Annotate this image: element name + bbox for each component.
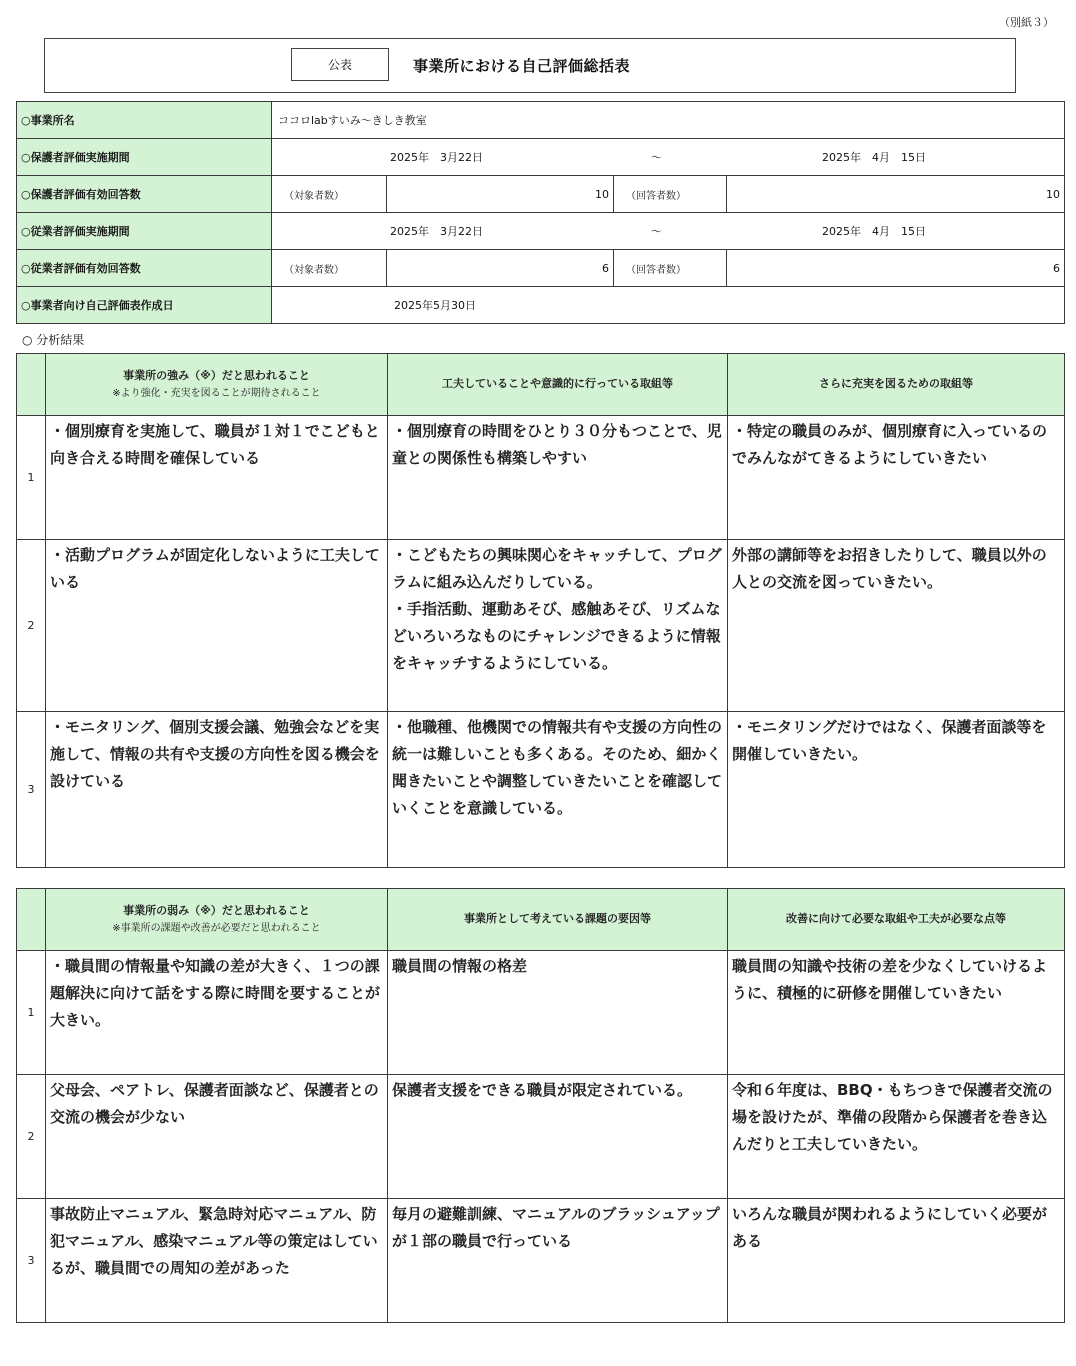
- cell-cause: 毎月の避難訓練、マニュアルのブラッシュアップが１部の職員で行っている: [388, 1199, 728, 1323]
- guardian-period-value: [272, 139, 1065, 176]
- strengths-header-col1-title: 事業所の強み（※）だと思われること: [123, 368, 310, 382]
- staff-answer-count: 6: [727, 250, 1065, 287]
- info-row-staff-responses: [17, 250, 1065, 287]
- guardian-period-end: 2025年 4月 15日: [822, 151, 926, 164]
- guardian-period-tilde: ～: [651, 151, 662, 164]
- row-number: 3: [17, 712, 46, 868]
- weaknesses-header-col2: 事業所として考えている課題の要因等: [388, 889, 728, 951]
- staff-responses-label: ○従業者評価有効回答数: [17, 250, 272, 287]
- row-number: 1: [17, 951, 46, 1075]
- guardian-period-label: ○保護者評価実施期間: [17, 139, 272, 176]
- table-row: [17, 712, 1065, 868]
- strengths-header-row: [17, 354, 1065, 416]
- guardian-answer-label: （回答者数）: [614, 176, 727, 213]
- report-date-value: 2025年5月30日: [272, 287, 1065, 324]
- weaknesses-header-col1-sub: ※事業所の課題や改善が必要だと思われること: [112, 923, 321, 935]
- table-row: [17, 1075, 1065, 1199]
- info-row-report-date: [17, 287, 1065, 324]
- annex-label: （別紙３）: [999, 16, 1054, 29]
- strengths-header-col1-sub: ※より強化・充実を図ることが期待されること: [112, 388, 321, 400]
- strengths-header-col2: 工夫していることや意識的に行っている取組等: [388, 354, 728, 416]
- header-corner: [17, 354, 46, 416]
- staff-target-count: 6: [387, 250, 614, 287]
- cell-weakness: ・職員間の情報量や知識の差が大きく、１つの課題解決に向けて話をする際に時間を要することが大きい。: [46, 951, 388, 1075]
- page-title: 事業所における自己評価総括表: [413, 57, 631, 75]
- info-row-guardian-responses: [17, 176, 1065, 213]
- staff-period-start: 2025年 3月22日: [390, 225, 483, 238]
- guardian-period-start: 2025年 3月22日: [390, 151, 483, 164]
- cell-weakness: 事故防止マニュアル、緊急時対応マニュアル、防犯マニュアル、感染マニュアル等の策定はしているが、職員間での周知の差があった: [46, 1199, 388, 1323]
- staff-period-tilde: ～: [651, 225, 662, 238]
- header-corner: [17, 889, 46, 951]
- staff-target-label: （対象者数）: [272, 250, 387, 287]
- staff-period-end: 2025年 4月 15日: [822, 225, 926, 238]
- cell-cause: 保護者支援をできる職員が限定されている。: [388, 1075, 728, 1199]
- cell-enhancement: 外部の講師等をお招きしたりして、職員以外の人との交流を図っていきたい。: [728, 540, 1065, 712]
- staff-period-value: [272, 213, 1065, 250]
- table-row: [17, 1199, 1065, 1323]
- row-number: 2: [17, 540, 46, 712]
- guardian-target-count: 10: [387, 176, 614, 213]
- guardian-answer-count: 10: [727, 176, 1065, 213]
- info-row-staff-period: [17, 213, 1065, 250]
- analysis-label: ○ 分析結果: [22, 333, 85, 347]
- strengths-header-col1: [46, 354, 388, 416]
- cell-strength: ・個別療育を実施して、職員が１対１でこどもと向き合える時間を確保している: [46, 416, 388, 540]
- facility-info-table: [16, 101, 1065, 324]
- weaknesses-header-col1-title: 事業所の弱み（※）だと思われること: [123, 903, 310, 917]
- cell-strength: ・活動プログラムが固定化しないように工夫している: [46, 540, 388, 712]
- staff-answer-label: （回答者数）: [614, 250, 727, 287]
- weaknesses-header-col3: 改善に向けて必要な取組や工夫が必要な点等: [728, 889, 1065, 951]
- weaknesses-header-row: [17, 889, 1065, 951]
- strengths-table: [16, 353, 1065, 868]
- row-number: 1: [17, 416, 46, 540]
- cell-strength: ・モニタリング、個別支援会議、勉強会などを実施して、情報の共有や支援の方向性を図る機会を設けている: [46, 712, 388, 868]
- cell-cause: 職員間の情報の格差: [388, 951, 728, 1075]
- guardian-target-label: （対象者数）: [272, 176, 387, 213]
- facility-name-value: ココロlabすいみ～きしき教室: [272, 102, 1065, 139]
- cell-enhancement: ・モニタリングだけではなく、保護者面談等を開催していきたい。: [728, 712, 1065, 868]
- staff-period-label: ○従業者評価実施期間: [17, 213, 272, 250]
- cell-effort: ・個別療育の時間をひとり３０分もつことで、児童との関係性も構築しやすい: [388, 416, 728, 540]
- table-row: [17, 416, 1065, 540]
- table-row: [17, 540, 1065, 712]
- cell-improvement: 令和６年度は、BBQ・もちつきで保護者交流の場を設けたが、準備の段階から保護者を巻き込んだりと工夫していきたい。: [728, 1075, 1065, 1199]
- row-number: 2: [17, 1075, 46, 1199]
- cell-weakness: 父母会、ペアトレ、保護者面談など、保護者との交流の機会が少ない: [46, 1075, 388, 1199]
- cell-improvement: 職員間の知識や技術の差を少なくしていけるように、積極的に研修を開催していきたい: [728, 951, 1065, 1075]
- info-row-facility: [17, 102, 1065, 139]
- cell-effort: ・他職種、他機関での情報共有や支援の方向性の統一は難しいことも多くある。そのため、細かく聞きたいことや調整していきたいことを確認していくことを意識している。: [388, 712, 728, 868]
- cell-effort: ・こどもたちの興味関心をキャッチして、プログラムに組み込んだりしている。 ・手指活動、運動あそび、感触あそび、リズムなどいろいろなものにチャレンジできるように情報をキャッチするようにしている。: [388, 540, 728, 712]
- cell-enhancement: ・特定の職員のみが、個別療育に入っているのでみんながてきるようにしていきたい: [728, 416, 1065, 540]
- weaknesses-table: [16, 888, 1065, 1323]
- facility-name-label: ○事業所名: [17, 102, 272, 139]
- row-number: 3: [17, 1199, 46, 1323]
- info-row-guardian-period: [17, 139, 1065, 176]
- public-label: 公表: [291, 48, 389, 81]
- cell-improvement: いろんな職員が関われるようにしていく必要がある: [728, 1199, 1065, 1323]
- report-date-label: ○事業者向け自己評価表作成日: [17, 287, 272, 324]
- strengths-header-col3: さらに充実を図るための取組等: [728, 354, 1065, 416]
- table-row: [17, 951, 1065, 1075]
- guardian-responses-label: ○保護者評価有効回答数: [17, 176, 272, 213]
- weaknesses-header-col1: [46, 889, 388, 951]
- title-header: [44, 38, 1016, 93]
